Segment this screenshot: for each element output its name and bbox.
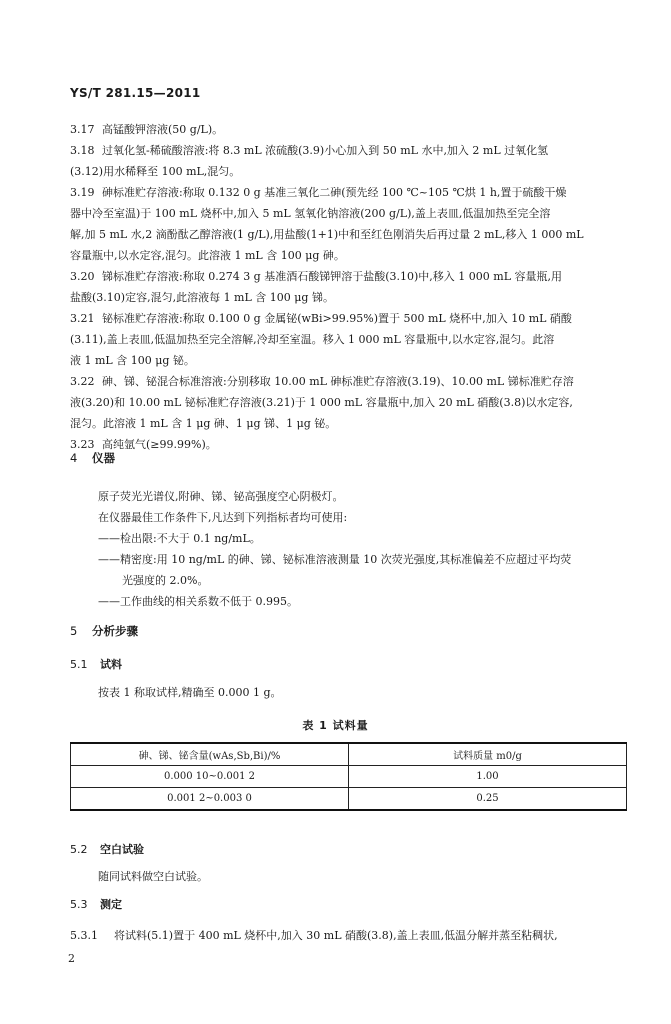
sample-mass-table [70, 742, 627, 811]
section-5-2-heading: 5.2 空白试验 [70, 843, 144, 856]
cell-content-range: 0.000 10~0.001 2 [71, 766, 349, 788]
reagent-3-19: 3.19 砷标准贮存溶液:称取 0.132 0 g 基准三氧化二砷(预先经 100 ℃~105 ℃烘 1 h,置于硫酸干燥 器中冷至室温)于 100 mL 烧杯中,加入 5 mL 氢氧化钠溶液(200 g/L),盖上表皿,低温加热至完全溶 解,加 5 mL 水,2 滴酚酞乙醇溶液(1 g/L),用盐酸(1+1)中和至红色刚消失后再过量 2 mL,移入 1 000 mL 容量瓶中,以水定容,混匀。此溶液 1 mL 含 100 μg 砷。 [70, 186, 584, 262]
spec-item-detection-limit: ——检出限:不大于 0.1 ng/mL。 [98, 532, 261, 545]
reagent-3-23: 3.23 高纯氩气(≥99.99%)。 [70, 438, 217, 451]
header-content: 砷、锑、铋含量(wAs,Sb,Bi)/% [71, 743, 349, 766]
header-mass: 试料质量 m0/g [349, 743, 627, 766]
standard-number: YS/T 281.15—2011 [70, 86, 201, 100]
condition-line: 在仪器最佳工作条件下,凡达到下列指标者均可使用: [98, 511, 348, 524]
reagent-3-18: 3.18 过氧化氢-稀硫酸溶液:将 8.3 mL 浓硫酸(3.9)小心加入到 50 mL 水中,加入 2 mL 过氧化氢 (3.12)用水稀释至 100 mL,混匀。 [70, 144, 549, 178]
reagent-3-22: 3.22 砷、锑、铋混合标准溶液:分别移取 10.00 mL 砷标准贮存溶液(3.19)、10.00 mL 锑标准贮存溶 液(3.20)和 10.00 mL 铋标准贮存溶液(3.21)于 1 000 mL 容量瓶中,加入 20 mL 硝酸(3.8)以水定容, 混匀。此溶液 1 mL 含 1 μg 砷、1 μg 锑、1 μg 铋。 [70, 375, 574, 430]
reagent-3-17: 3.17 高锰酸钾溶液(50 g/L)。 [70, 123, 224, 136]
reagent-list [70, 119, 625, 455]
table-row [71, 766, 627, 788]
spec-item-correlation: ——工作曲线的相关系数不低于 0.995。 [98, 595, 298, 608]
blank-test-text: 随同试料做空白试验。 [98, 870, 208, 883]
section-5-2 [70, 840, 625, 860]
cell-content-range: 0.001 2~0.003 0 [71, 788, 349, 811]
section-4-heading: 4 仪器 [70, 451, 115, 465]
section-4 [70, 448, 625, 468]
spec-item-precision-cont: 光强度的 2.0%。 [122, 574, 209, 587]
table-row [71, 788, 627, 811]
section-5-heading: 5 分析步骤 [70, 624, 138, 638]
section-5 [70, 621, 625, 641]
section-5-1-body [70, 682, 625, 703]
section-5-3 [70, 895, 625, 915]
section-5-1 [70, 655, 625, 675]
reagent-3-20: 3.20 锑标准贮存溶液:称取 0.274 3 g 基准酒石酸锑钾溶于盐酸(3.10)中,移入 1 000 mL 容量瓶,用 盐酸(3.10)定容,混匀,此溶液每 1 mL 含 100 μg 锑。 [70, 270, 563, 304]
section-5-2-body [70, 866, 625, 887]
table-caption: 表 1 试料量 [302, 719, 369, 732]
section-5-3-heading: 5.3 测定 [70, 898, 122, 911]
instrument-line: 原子荧光光谱仪,附砷、锑、铋高强度空心阴极灯。 [98, 490, 344, 503]
spec-item-precision: ——精密度:用 10 ng/mL 的砷、锑、铋标准溶液测量 10 次荧光强度,其标准偏差不应超过平均荧 [98, 553, 572, 566]
page-number: 2 [68, 952, 75, 965]
section-4-body [70, 486, 625, 612]
table-header-row [71, 743, 627, 766]
section-5-3-1 [70, 925, 625, 946]
cell-mass: 0.25 [349, 788, 627, 811]
section-5-3-1-text: 5.3.1 将试料(5.1)置于 400 mL 烧杯中,加入 30 mL 硝酸(3.8),盖上表皿,低温分解并蒸至粘稠状, [70, 929, 558, 942]
reagent-3-21: 3.21 铋标准贮存溶液:称取 0.100 0 g 金属铋(wBi>99.95%)置于 500 mL 烧杯中,加入 10 mL 硝酸 (3.11),盖上表皿,低温加热至完全溶解,冷却至室温。移入 1 000 mL 容量瓶中,以水定容,混匀。此溶 液 1 mL 含 100 μg 铋。 [70, 312, 572, 367]
section-5-1-heading: 5.1 试料 [70, 658, 122, 671]
sample-weigh-instruction: 按表 1 称取试样,精确至 0.000 1 g。 [98, 686, 282, 699]
cell-mass: 1.00 [349, 766, 627, 788]
